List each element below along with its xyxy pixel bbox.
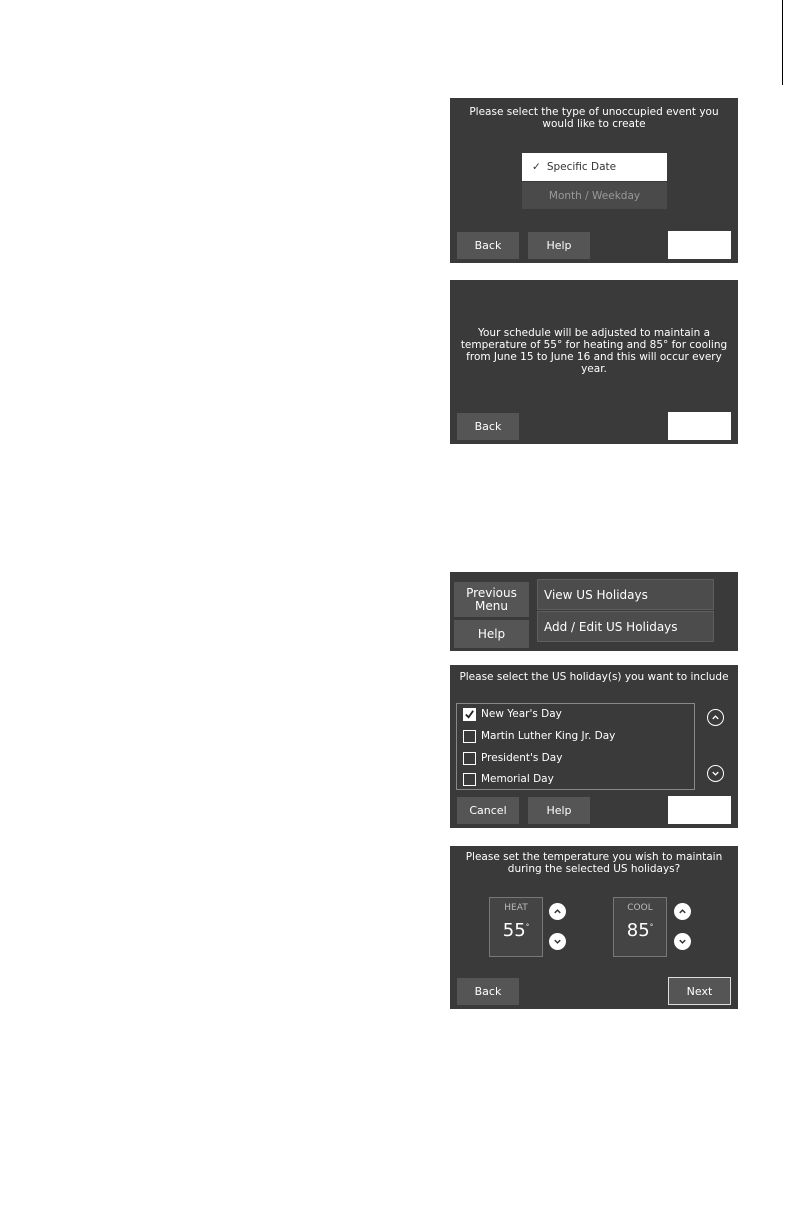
next-button[interactable]	[668, 231, 731, 259]
menu-item-label: Add / Edit US Holidays	[544, 619, 678, 634]
holiday-select-title: Please select the US holiday(s) you want to include	[459, 671, 729, 683]
checkbox[interactable]	[463, 708, 476, 721]
done-button[interactable]	[668, 412, 731, 440]
cool-setpoint-box	[613, 897, 667, 957]
next-button[interactable]: Next	[668, 977, 731, 1005]
help-button[interactable]: Help	[454, 620, 529, 648]
checkmark-icon: ✓	[532, 161, 541, 173]
option-month-weekday[interactable]	[522, 182, 667, 209]
menu-item-add-edit-us-holidays[interactable]	[537, 611, 714, 642]
holiday-row-presidents-day[interactable]	[463, 749, 562, 767]
back-button[interactable]: Back	[457, 413, 519, 440]
holiday-temperature-screen	[450, 846, 738, 1009]
help-button[interactable]: Help	[528, 797, 590, 824]
checkbox[interactable]	[463, 773, 476, 786]
holiday-row-memorial-day[interactable]	[463, 770, 554, 788]
scroll-up-icon[interactable]	[707, 709, 724, 726]
next-button[interactable]	[668, 796, 731, 824]
scroll-down-icon[interactable]	[707, 765, 724, 782]
cool-down-icon[interactable]	[674, 933, 691, 950]
cool-up-icon[interactable]	[674, 903, 691, 920]
holiday-row-new-years-day[interactable]	[463, 705, 562, 723]
event-type-title: Please select the type of unoccupied event you would like to create	[469, 106, 719, 130]
confirmation-message: Your schedule will be adjusted to maintain a temperature of 55° for heating and 85° for cooling from June 15 to June 16 and this will occur every year.	[460, 327, 728, 375]
menu-item-view-us-holidays[interactable]	[537, 579, 714, 610]
holiday-label: Memorial Day	[481, 773, 554, 785]
previous-menu-button[interactable]	[454, 582, 529, 617]
option-label: Specific Date	[546, 161, 617, 173]
holiday-temperature-title: Please set the temperature you wish to maintain during the selected US holidays?	[465, 851, 723, 875]
checkbox[interactable]	[463, 730, 476, 743]
holiday-select-screen	[450, 665, 738, 828]
holiday-menu-screen	[450, 572, 738, 651]
confirmation-screen	[450, 280, 738, 444]
holiday-label: New Year's Day	[481, 708, 562, 720]
checkmark-icon	[464, 709, 475, 720]
holiday-label: President's Day	[481, 752, 563, 764]
holiday-row-mlk-day[interactable]	[463, 727, 615, 745]
back-button[interactable]: Back	[457, 232, 519, 259]
cool-value: 85°	[626, 920, 654, 941]
holiday-label: Martin Luther King Jr. Day	[481, 730, 616, 742]
heat-up-icon[interactable]	[549, 903, 566, 920]
previous-menu-label: Previous Menu	[466, 585, 517, 613]
cool-label: COOL	[627, 903, 653, 913]
back-button[interactable]: Back	[457, 978, 519, 1005]
option-specific-date[interactable]	[522, 153, 667, 181]
page-edge-line	[782, 0, 783, 85]
heat-value: 55°	[502, 920, 530, 941]
event-type-screen	[450, 98, 738, 263]
heat-down-icon[interactable]	[549, 933, 566, 950]
menu-item-label: View US Holidays	[544, 587, 648, 602]
option-label: Month / Weekday	[548, 189, 641, 202]
cancel-button[interactable]: Cancel	[457, 797, 519, 824]
heat-setpoint-box	[489, 897, 543, 957]
heat-label: HEAT	[504, 903, 528, 913]
checkbox[interactable]	[463, 752, 476, 765]
help-button[interactable]: Help	[528, 232, 590, 259]
